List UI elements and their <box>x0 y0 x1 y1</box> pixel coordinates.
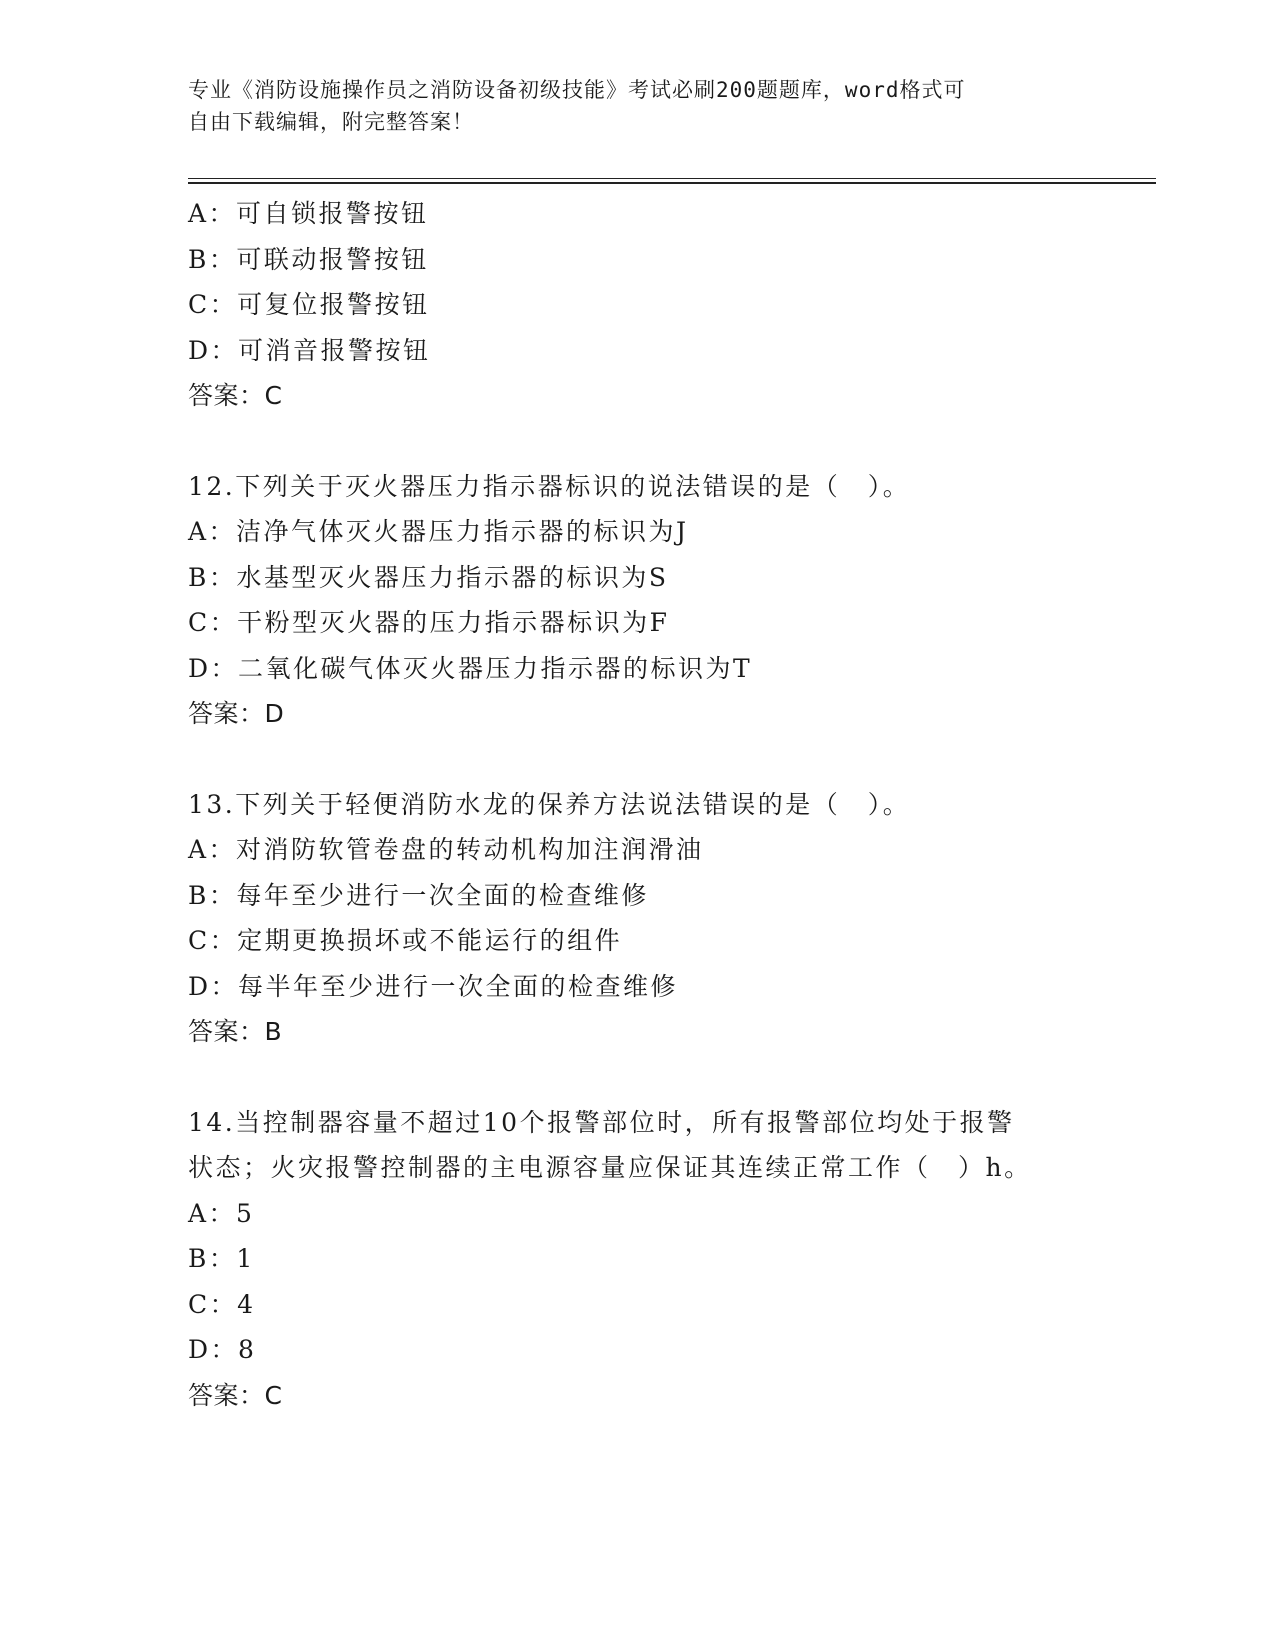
option-a: A：洁净气体灭火器压力指示器的标识为J <box>188 517 689 546</box>
block-spacer <box>188 737 1088 782</box>
option-a: A：5 <box>188 1198 255 1228</box>
option-c: C：4 <box>188 1289 256 1319</box>
option-c: C：干粉型灭火器的压力指示器标识为F <box>188 608 670 637</box>
question-list <box>188 191 1088 1418</box>
question-block <box>188 464 1088 737</box>
option-d: D：每半年至少进行一次全面的检查维修 <box>188 971 679 1001</box>
option-c: C：可复位报警按钮 <box>188 290 430 319</box>
question-text: 13.下列关于轻便消防水龙的保养方法说法错误的是（ ）。 <box>188 789 911 819</box>
answer-line: 答案：C <box>188 381 283 410</box>
answer-line: 答案：D <box>188 699 285 728</box>
question-text: 14.当控制器容量不超过10个报警部位时，所有报警部位均处于报警 <box>188 1107 1015 1137</box>
option-a: A：对消防软管卷盘的转动机构加注润滑油 <box>188 835 704 864</box>
header-title-line-1: 专业《消防设施操作员之消防设备初级技能》考试必刷200题题库，word格式可 <box>188 78 966 102</box>
header-divider <box>188 178 1156 179</box>
answer-line: 答案：B <box>188 1017 283 1046</box>
header-title-line-2: 自由下载编辑，附完整答案！ <box>188 110 474 134</box>
answer-line: 答案：C <box>188 1380 283 1410</box>
document-header <box>188 74 1068 138</box>
option-a: A：可自锁报警按钮 <box>188 199 429 228</box>
question-block <box>188 1100 1088 1419</box>
option-d: D：8 <box>188 1335 257 1364</box>
option-b: B：每年至少进行一次全面的检查维修 <box>188 880 649 910</box>
option-c: C：定期更换损坏或不能运行的组件 <box>188 926 623 955</box>
option-d: D：可消音报警按钮 <box>188 335 431 365</box>
option-b: B：水基型灭火器压力指示器的标识为S <box>188 562 669 592</box>
block-spacer <box>188 1055 1088 1100</box>
option-d: D：二氧化碳气体灭火器压力指示器的标识为T <box>188 653 753 683</box>
question-text: 12.下列关于灭火器压力指示器标识的说法错误的是（ ）。 <box>188 471 911 501</box>
question-block <box>188 191 1088 419</box>
option-b: B：可联动报警按钮 <box>188 244 429 274</box>
block-spacer <box>188 419 1088 464</box>
question-block <box>188 782 1088 1055</box>
question-text-continued: 状态；火灾报警控制器的主电源容量应保证其连续正常工作（ ）h。 <box>188 1153 1032 1182</box>
header-divider-thick <box>188 182 1156 184</box>
option-b: B：1 <box>188 1244 255 1273</box>
